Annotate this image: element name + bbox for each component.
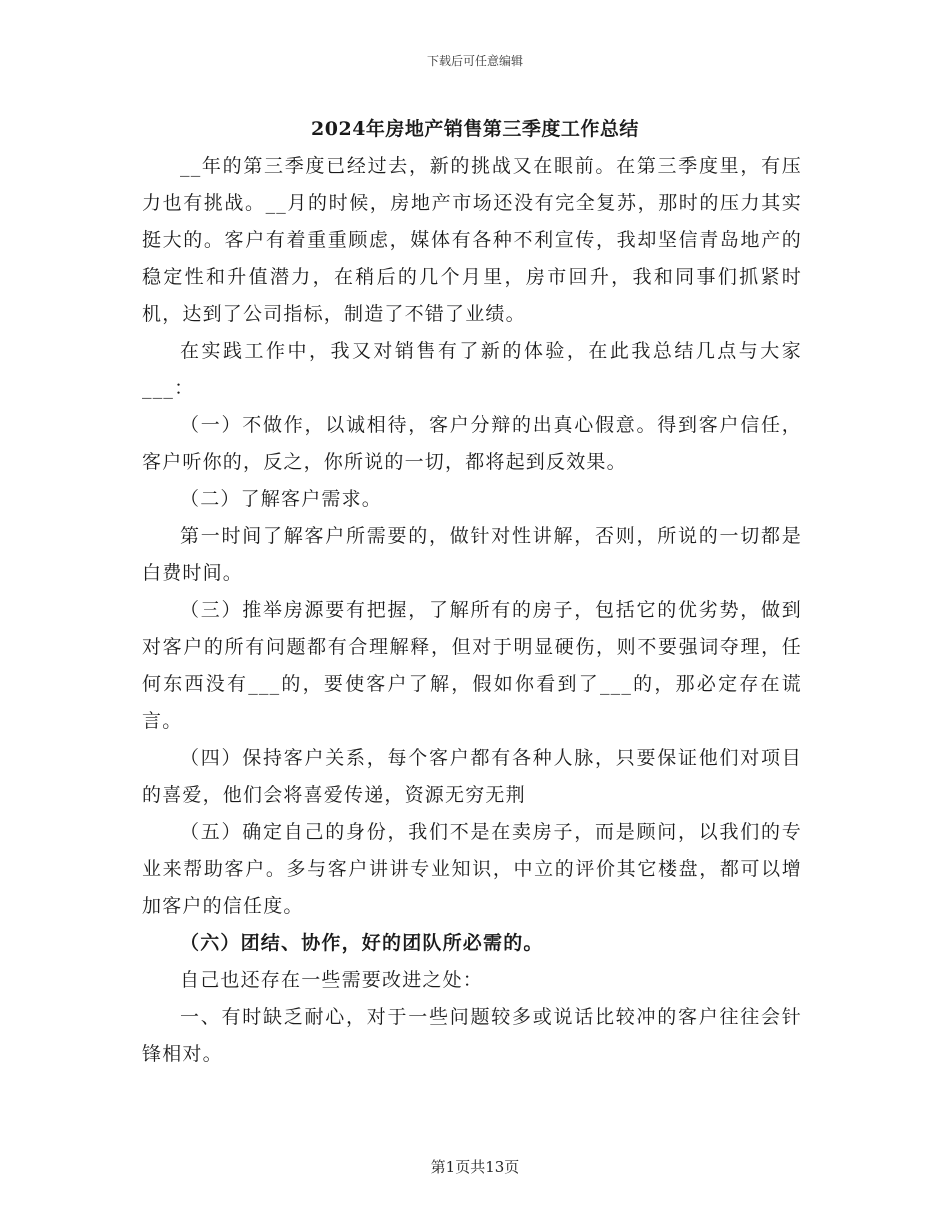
paragraph-point-5: （五）确定自己的身份，我们不是在卖房子，而是顾问，以我们的专业来帮助客户。多与客户讲讲专业知识，中立的评价其它楼盘，都可以增加客户的信任度。 [142, 821, 802, 917]
paragraph-point-2: （二）了解客户需求。 [180, 488, 383, 510]
paragraph-improvement-lead: 自己也还存在一些需要改进之处： [180, 969, 484, 991]
paragraph-intro: __年的第三季度已经过去，新的挑战又在眼前。在第三季度里，有压力也有挑战。__月的时候，房地产市场还没有完全复苏，那时的压力其实挺大的。客户有着重重顾虑，媒体有各种不利宣传，我却坚信青岛地产的稳定性和升值潜力，在稍后的几个月里，房市回升，我和同事们抓紧时机，达到了公司指标，制造了不错了业绩。 [142, 155, 802, 325]
paragraph-point-3: （三）推举房源要有把握，了解所有的房子，包括它的优劣势，做到对客户的所有问题都有合理解释，但对于明显硬伤，则不要强词夺理，任何东西没有___的，要使客户了解，假如你看到了___的，那必定存在谎言。 [142, 599, 802, 732]
paragraph-point-2-detail: 第一时间了解客户所需要的，做针对性讲解，否则，所说的一切都是白费时间。 [142, 525, 802, 584]
paragraph-summary-lead: 在实践工作中，我又对销售有了新的体验，在此我总结几点与大家___： [142, 340, 802, 399]
paragraph-improvement-1: 一、有时缺乏耐心，对于一些问题较多或说话比较冲的客户往往会针锋相对。 [142, 1006, 802, 1065]
header-note: 下载后可任意编辑 [426, 54, 523, 68]
paragraph-point-4: （四）保持客户关系，每个客户都有各种人脉，只要保证他们对项目的喜爱，他们会将喜爱传递，资源无穷无荆 [142, 747, 802, 806]
paragraph-point-6: （六）团结、协作，好的团队所必需的。 [180, 932, 544, 954]
document-title: 2024年房地产销售第三季度工作总结 [311, 118, 639, 140]
document-body [142, 148, 802, 1073]
page-number: 第1页共13页 [430, 1158, 520, 1176]
paragraph-point-1: （一）不做作，以诚相待，客户分辩的出真心假意。得到客户信任，客户听你的，反之，你所说的一切，都将起到反效果。 [142, 414, 802, 473]
